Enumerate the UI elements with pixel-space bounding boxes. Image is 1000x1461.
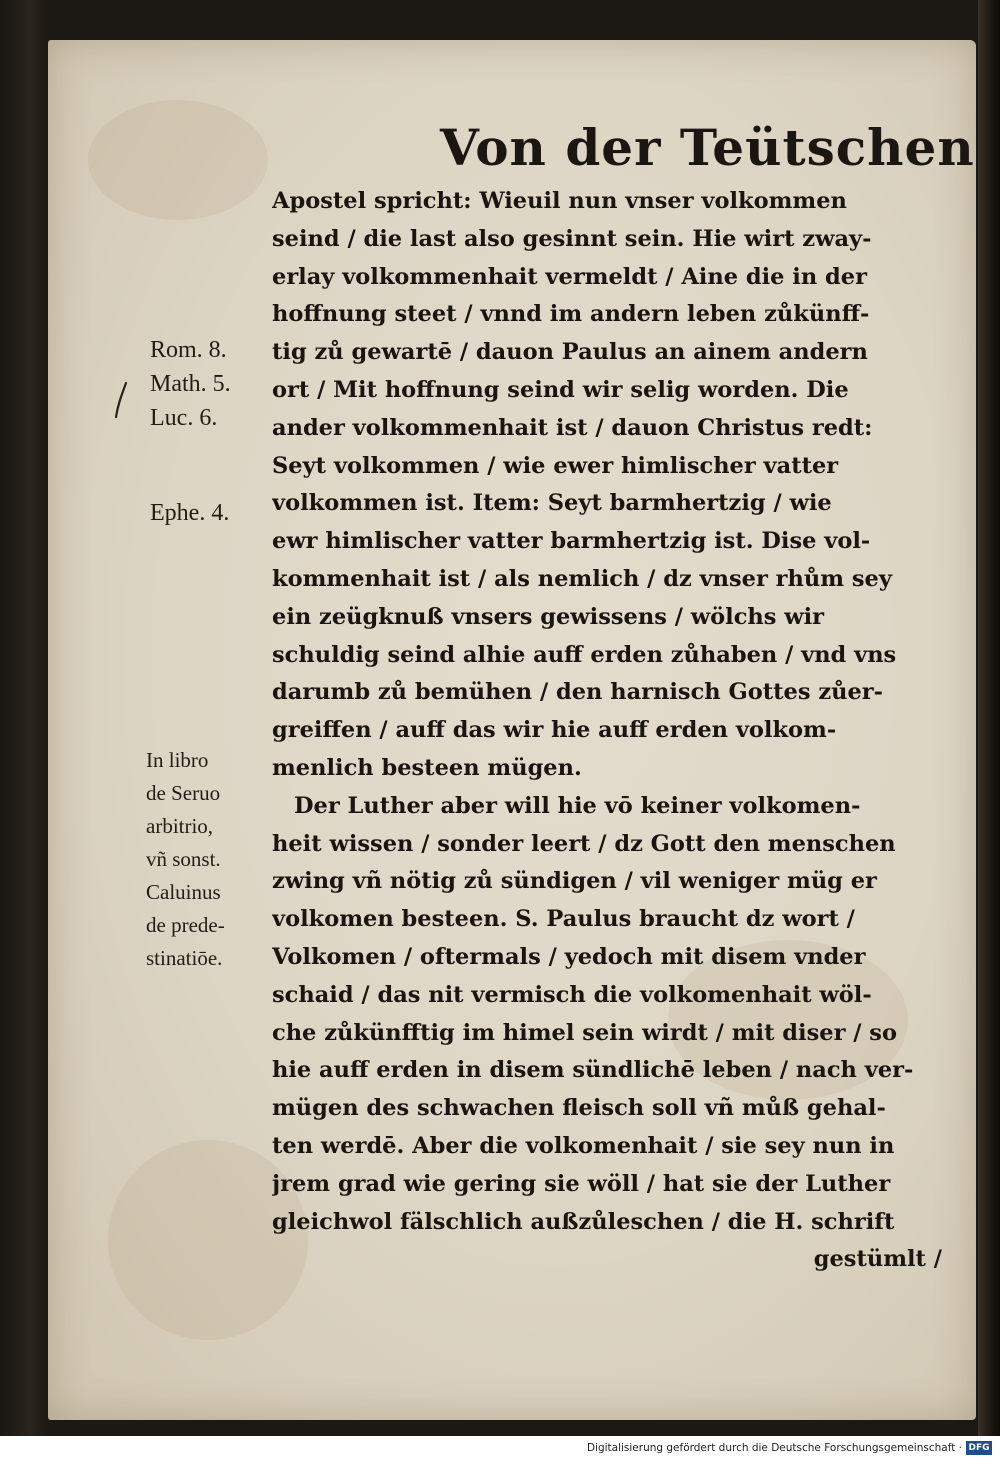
margin-note-line: Luc. 6. <box>150 405 218 431</box>
margin-note-line: In libro <box>146 748 209 772</box>
text-line: volkommen ist. Item: Seyt barmhertzig / wie <box>272 490 832 517</box>
margin-note-line: arbitrio, <box>146 814 214 838</box>
margin-note-libro <box>146 744 225 975</box>
text-line: kommenhait ist / als nemlich / dz vnser rhům sey <box>272 565 892 592</box>
funding-credit: Digitalisierung gefördert durch die Deutsche Forschungsgemeinschaft · <box>586 1442 962 1454</box>
text-line: jrem grad wie gering sie wöll / hat sie der Luther <box>272 1170 891 1197</box>
book-edge <box>978 0 1000 1436</box>
footer-bar <box>0 1436 1000 1461</box>
text-line: heit wissen / sonder leert / dz Gott den menschen <box>272 830 896 857</box>
text-line: greiffen / auff das wir hie auff erden volkom- <box>272 717 837 744</box>
catchword: gestümlt / <box>813 1246 942 1273</box>
text-line: zwing vñ nötig zů sündigen / vil weniger müg er <box>272 868 877 895</box>
margin-note-line: de prede- <box>146 913 225 937</box>
margin-note-ephesians <box>150 496 229 530</box>
text-line: tig zů gewartē / dauon Paulus an ainem andern <box>272 339 868 366</box>
margin-note-line: Caluinus <box>146 880 221 904</box>
body-text <box>272 183 942 1279</box>
margin-note-scripture <box>150 333 231 435</box>
text-line: ein zeügknuß vnsers gewissens / wölchs wir <box>272 603 825 630</box>
text-line: hoffnung steet / vnnd im andern leben zůkünff- <box>272 301 870 328</box>
text-line: darumb zů bemühen / den harnisch Gottes zůer- <box>272 679 883 706</box>
text-line: mügen des schwachen fleisch soll vñ můß gehal- <box>272 1095 886 1122</box>
text-line: Volkomen / oftermals / yedoch mit disem vnder <box>272 943 866 970</box>
text-line: gleichwol fälschlich außzůleschen / die H. schrift <box>272 1208 895 1235</box>
dfg-logo-icon: DFG <box>966 1441 992 1455</box>
margin-note-line: vñ sonst. <box>146 847 221 871</box>
text-line: che zůkünfftig im himel sein wirdt / mit diser / so <box>272 1019 897 1046</box>
text-line: Der Luther aber will hie vō keiner volkomen- <box>294 792 861 819</box>
text-line: ander volkommenhait ist / dauon Christus redt: <box>272 414 873 441</box>
text-line: Apostel spricht: Wieuil nun vnser volkommen <box>272 188 847 214</box>
text-line: schaid / das nit vermisch die volkomenhait wöl- <box>272 981 872 1008</box>
paper-stain <box>88 100 268 220</box>
text-line: schuldig seind alhie auff erden zůhaben / vnd vns <box>272 641 897 668</box>
margin-note-line: de Seruo <box>146 781 221 805</box>
text-line: hie auff erden in disem sündlichē leben / nach ver- <box>272 1057 914 1084</box>
margin-note-line: Rom. 8. <box>150 337 227 363</box>
margin-note-line: stinatiōe. <box>146 946 223 970</box>
text-line: menlich besteen mügen. <box>272 754 582 781</box>
text-line: ten werdē. Aber die volkomenhait / sie sey nun in <box>272 1132 895 1159</box>
margin-note-line: Math. 5. <box>150 371 231 397</box>
text-line: erlay volkommenhait vermeldt / Aine die in der <box>272 263 867 290</box>
text-line: volkomen besteen. S. Paulus braucht dz wort / <box>272 906 855 933</box>
text-line: seind / die last also gesinnt sein. Hie wirt zway- <box>272 225 872 252</box>
text-line: Seyt volkommen / wie ewer himlischer vatter <box>272 452 839 479</box>
margin-note-line: Ephe. 4. <box>150 500 230 526</box>
ink-mark-icon <box>112 380 132 420</box>
text-line: ort / Mit hoffnung seind wir selig worden. Die <box>272 376 849 403</box>
text-line: ewr himlischer vatter barmhertzig ist. Dise vol- <box>272 528 871 555</box>
running-head: Von der Teütschen <box>440 118 975 177</box>
